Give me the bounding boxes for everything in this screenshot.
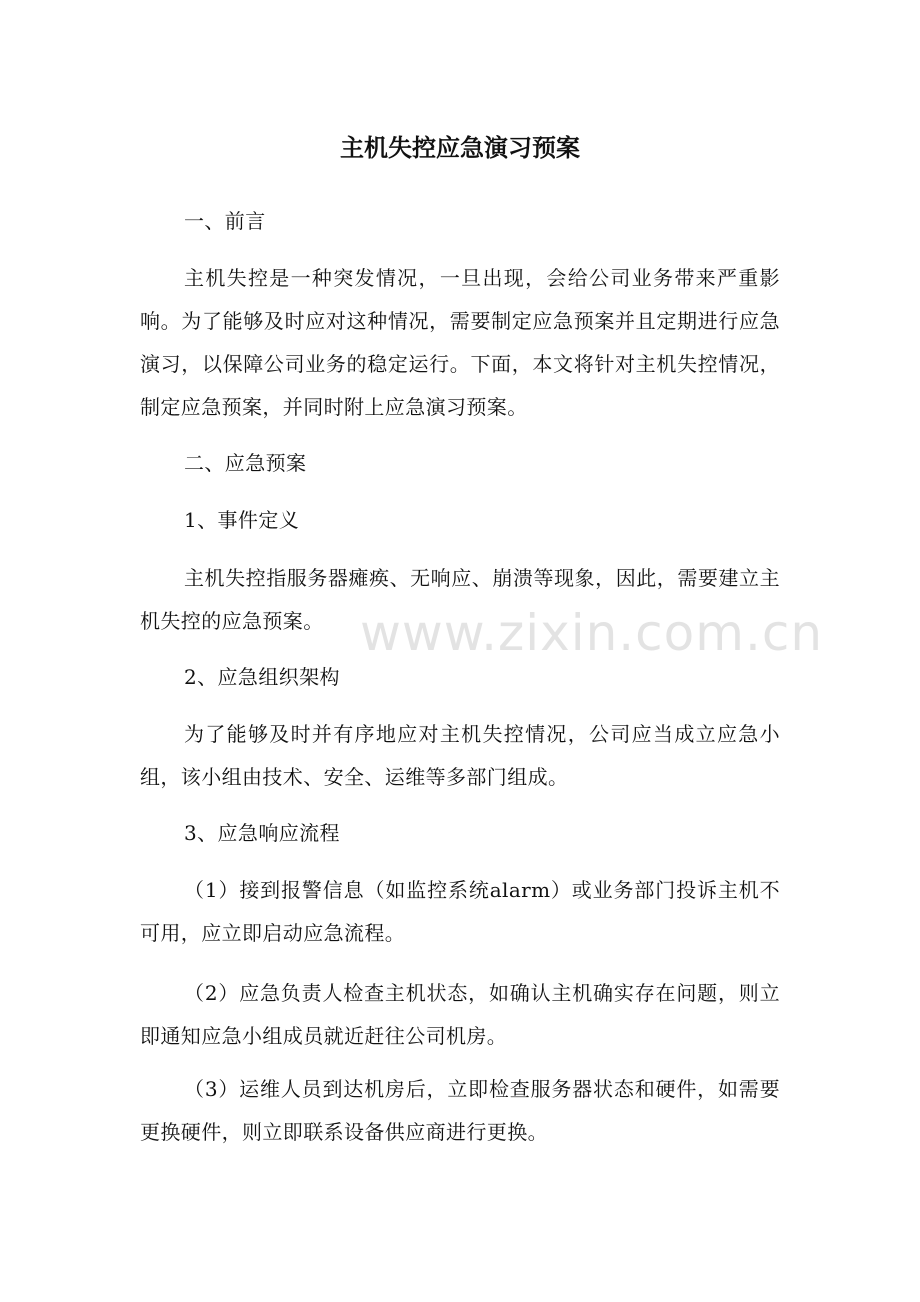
paragraph-organization: 为了能够及时并有序地应对主机失控情况，公司应当成立应急小组，该小组由技术、安全、运维等多部门组成。 xyxy=(140,722,780,789)
paragraph-response-step-3: （3）运维人员到达机房后，立即检查服务器状态和硬件，如需要更换硬件，则立即联系设备供应商进行更换。 xyxy=(140,1077,780,1144)
paragraph-response-step-1: （1）接到报警信息（如监控系统alarm）或业务部门投诉主机不可用，应立即启动应急流程。 xyxy=(140,878,780,945)
paragraph-preface-body: 主机失控是一种突发情况，一旦出现，会给公司业务带来严重影响。为了能够及时应对这种情况，需要制定应急预案并且定期进行应急演习，以保障公司业务的稳定运行。下面，本文将针对主机失控情况，制定应急预案，并同时附上应急演习预案。 xyxy=(140,266,780,419)
subheading-organization: 2、应急组织架构 xyxy=(184,665,340,689)
section-heading-preface: 一、前言 xyxy=(184,209,266,233)
section-heading-emergency-plan: 二、应急预案 xyxy=(184,451,307,475)
document-title: 主机失控应急演习预案 xyxy=(340,134,580,162)
subheading-event-definition: 1、事件定义 xyxy=(184,508,300,532)
subheading-response-process: 3、应急响应流程 xyxy=(184,821,340,845)
paragraph-event-definition: 主机失控指服务器瘫痪、无响应、崩溃等现象，因此，需要建立主机失控的应急预案。 xyxy=(140,566,780,633)
watermark: www.zixin.com.cn xyxy=(360,604,824,662)
paragraph-response-step-2: （2）应急负责人检查主机状态，如确认主机确实存在问题，则立即通知应急小组成员就近赶往公司机房。 xyxy=(140,981,780,1048)
